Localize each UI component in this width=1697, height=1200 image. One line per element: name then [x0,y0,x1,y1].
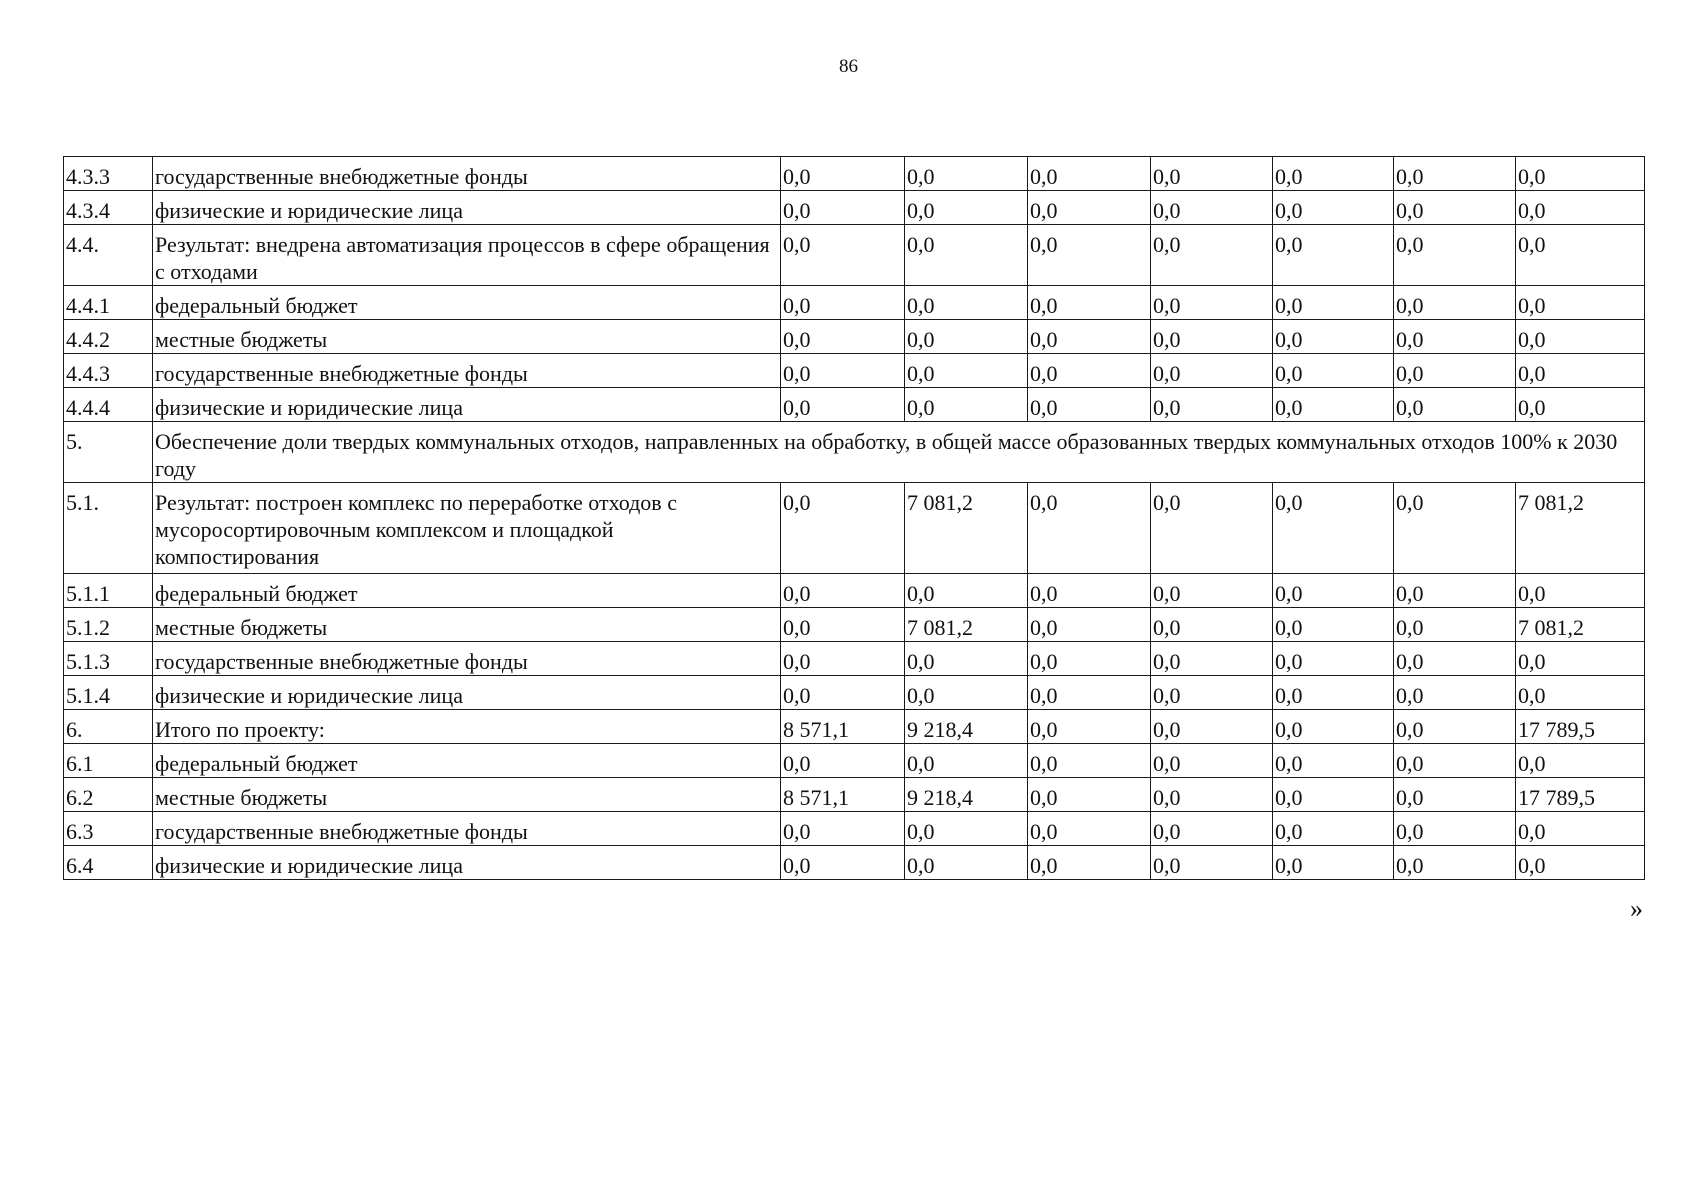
value-cell: 0,0 [1273,191,1394,225]
value-cell: 0,0 [781,812,905,846]
value-cell: 0,0 [905,354,1028,388]
value-cell: 0,0 [1394,574,1516,608]
value-cell: 0,0 [1151,286,1273,320]
table-row [64,191,1645,225]
table-row [64,354,1645,388]
value-cell: 0,0 [1273,574,1394,608]
value-cell: 0,0 [1028,642,1151,676]
value-cell: 0,0 [1394,483,1516,574]
value-cell: 0,0 [1151,574,1273,608]
value-cell: 0,0 [1516,388,1645,422]
value-cell: 0,0 [1028,191,1151,225]
value-cell: 0,0 [1273,286,1394,320]
value-cell: 0,0 [905,388,1028,422]
row-name-cell: федеральный бюджет [153,574,781,608]
value-cell: 0,0 [905,744,1028,778]
value-cell: 0,0 [1273,642,1394,676]
table-row [64,744,1645,778]
row-name-cell: физические и юридические лица [153,846,781,880]
row-name-cell: государственные внебюджетные фонды [153,354,781,388]
row-code-cell: 4.4.2 [64,320,153,354]
value-cell: 0,0 [1151,608,1273,642]
value-cell: 0,0 [1516,191,1645,225]
value-cell: 0,0 [781,846,905,880]
row-code-cell: 4.4.1 [64,286,153,320]
value-cell: 7 081,2 [905,483,1028,574]
value-cell: 0,0 [1394,846,1516,880]
value-cell: 0,0 [1028,157,1151,191]
value-cell: 0,0 [1273,483,1394,574]
row-name-cell: Результат: построен комплекс по переработке отходов с мусоросортировочным комплексом и площадкой компостирования [153,483,781,574]
value-cell: 0,0 [1394,191,1516,225]
row-name-cell: государственные внебюджетные фонды [153,157,781,191]
page-number: 86 [839,56,858,77]
value-cell: 0,0 [1394,157,1516,191]
table-row [64,676,1645,710]
value-cell: 0,0 [1273,710,1394,744]
row-name-cell: физические и юридические лица [153,191,781,225]
value-cell: 0,0 [1516,225,1645,286]
value-cell: 0,0 [781,388,905,422]
row-code-cell: 5.1. [64,483,153,574]
value-cell: 0,0 [1394,812,1516,846]
row-code-cell: 5. [64,422,153,483]
value-cell: 0,0 [1394,225,1516,286]
value-cell: 0,0 [905,225,1028,286]
value-cell: 0,0 [1394,744,1516,778]
value-cell: 0,0 [1028,354,1151,388]
value-cell: 0,0 [905,574,1028,608]
value-cell: 0,0 [781,483,905,574]
value-cell: 0,0 [1273,676,1394,710]
row-name-cell: государственные внебюджетные фонды [153,642,781,676]
value-cell: 0,0 [1151,778,1273,812]
value-cell: 0,0 [905,286,1028,320]
row-name-cell: государственные внебюджетные фонды [153,812,781,846]
table-row [64,710,1645,744]
value-cell: 0,0 [1516,812,1645,846]
value-cell: 0,0 [1151,846,1273,880]
value-cell: 0,0 [1028,608,1151,642]
value-cell: 0,0 [1516,157,1645,191]
value-cell: 0,0 [1028,388,1151,422]
value-cell: 0,0 [1516,676,1645,710]
value-cell: 0,0 [905,676,1028,710]
value-cell: 0,0 [781,744,905,778]
value-cell: 0,0 [1394,388,1516,422]
value-cell: 0,0 [905,191,1028,225]
value-cell: 0,0 [781,642,905,676]
value-cell: 0,0 [905,157,1028,191]
value-cell: 0,0 [1028,710,1151,744]
value-cell: 0,0 [781,157,905,191]
value-cell: 0,0 [1273,354,1394,388]
table-row [64,574,1645,608]
row-code-cell: 4.4.4 [64,388,153,422]
value-cell: 0,0 [1151,320,1273,354]
value-cell: 0,0 [1516,354,1645,388]
value-cell: 0,0 [1273,157,1394,191]
row-name-cell: местные бюджеты [153,608,781,642]
row-name-cell: Результат: внедрена автоматизация процессов в сфере обращения с отходами [153,225,781,286]
row-code-cell: 5.1.3 [64,642,153,676]
value-cell: 17 789,5 [1516,778,1645,812]
table-row [64,388,1645,422]
table-row [64,422,1645,483]
value-cell: 0,0 [1151,483,1273,574]
value-cell: 0,0 [1151,354,1273,388]
value-cell: 0,0 [1394,608,1516,642]
row-name-cell: местные бюджеты [153,320,781,354]
value-cell: 0,0 [905,320,1028,354]
row-code-cell: 5.1.2 [64,608,153,642]
value-cell: 8 571,1 [781,710,905,744]
value-cell: 0,0 [1151,642,1273,676]
value-cell: 9 218,4 [905,778,1028,812]
value-cell: 0,0 [1394,676,1516,710]
row-code-cell: 4.4. [64,225,153,286]
row-code-cell: 5.1.1 [64,574,153,608]
value-cell: 0,0 [1028,846,1151,880]
row-name-cell: федеральный бюджет [153,744,781,778]
table-body [64,157,1645,880]
value-cell: 0,0 [1394,320,1516,354]
value-cell: 0,0 [1151,812,1273,846]
value-cell: 0,0 [905,846,1028,880]
row-code-cell: 6. [64,710,153,744]
value-cell: 0,0 [781,354,905,388]
value-cell: 0,0 [1273,225,1394,286]
value-cell: 7 081,2 [905,608,1028,642]
row-name-cell: федеральный бюджет [153,286,781,320]
value-cell: 0,0 [1151,388,1273,422]
table-row [64,483,1645,574]
table-row [64,157,1645,191]
value-cell: 8 571,1 [781,778,905,812]
value-cell: 0,0 [1273,812,1394,846]
value-cell: 0,0 [1273,846,1394,880]
value-cell: 0,0 [1516,320,1645,354]
value-cell: 0,0 [1028,744,1151,778]
value-cell: 0,0 [781,286,905,320]
value-cell: 0,0 [1516,642,1645,676]
value-cell: 0,0 [1516,286,1645,320]
value-cell: 0,0 [1028,320,1151,354]
value-cell: 0,0 [905,812,1028,846]
value-cell: 0,0 [1151,225,1273,286]
budget-table [63,156,1645,880]
row-code-cell: 4.3.3 [64,157,153,191]
value-cell: 0,0 [781,191,905,225]
value-cell: 7 081,2 [1516,483,1645,574]
value-cell: 0,0 [781,320,905,354]
table-row [64,812,1645,846]
value-cell: 0,0 [1028,812,1151,846]
table-row [64,608,1645,642]
table-row [64,642,1645,676]
table-row [64,225,1645,286]
row-code-cell: 4.3.4 [64,191,153,225]
value-cell: 0,0 [1028,574,1151,608]
row-code-cell: 6.4 [64,846,153,880]
value-cell: 0,0 [1151,744,1273,778]
value-cell: 0,0 [1151,157,1273,191]
table-row [64,320,1645,354]
value-cell: 0,0 [1028,676,1151,710]
row-code-cell: 6.1 [64,744,153,778]
table-row [64,778,1645,812]
value-cell: 9 218,4 [905,710,1028,744]
value-cell: 0,0 [1028,225,1151,286]
row-code-cell: 4.4.3 [64,354,153,388]
value-cell: 7 081,2 [1516,608,1645,642]
value-cell: 0,0 [1394,286,1516,320]
row-code-cell: 6.3 [64,812,153,846]
value-cell: 17 789,5 [1516,710,1645,744]
row-name-cell: физические и юридические лица [153,388,781,422]
value-cell: 0,0 [905,642,1028,676]
value-cell: 0,0 [781,225,905,286]
value-cell: 0,0 [1394,354,1516,388]
value-cell: 0,0 [1273,320,1394,354]
row-code-cell: 5.1.4 [64,676,153,710]
value-cell: 0,0 [781,574,905,608]
value-cell: 0,0 [1394,642,1516,676]
value-cell: 0,0 [1151,710,1273,744]
value-cell: 0,0 [1151,191,1273,225]
row-code-cell: 6.2 [64,778,153,812]
row-name-cell: Итого по проекту: [153,710,781,744]
value-cell: 0,0 [781,608,905,642]
value-cell: 0,0 [1394,778,1516,812]
value-cell: 0,0 [1273,608,1394,642]
value-cell: 0,0 [1273,778,1394,812]
value-cell: 0,0 [1028,483,1151,574]
value-cell: 0,0 [1273,744,1394,778]
table-row [64,846,1645,880]
value-cell: 0,0 [1516,744,1645,778]
value-cell: 0,0 [1273,388,1394,422]
value-cell: 0,0 [1028,286,1151,320]
value-cell: 0,0 [1028,778,1151,812]
value-cell: 0,0 [781,676,905,710]
section-heading-cell: Обеспечение доли твердых коммунальных отходов, направленных на обработку, в общей массе образованных твердых коммунальных отходов 100% к 2030 году [153,422,1645,483]
value-cell: 0,0 [1394,710,1516,744]
row-name-cell: физические и юридические лица [153,676,781,710]
value-cell: 0,0 [1151,676,1273,710]
table-row [64,286,1645,320]
row-name-cell: местные бюджеты [153,778,781,812]
value-cell: 0,0 [1516,574,1645,608]
closing-quote-mark: » [1630,894,1643,923]
value-cell: 0,0 [1516,846,1645,880]
